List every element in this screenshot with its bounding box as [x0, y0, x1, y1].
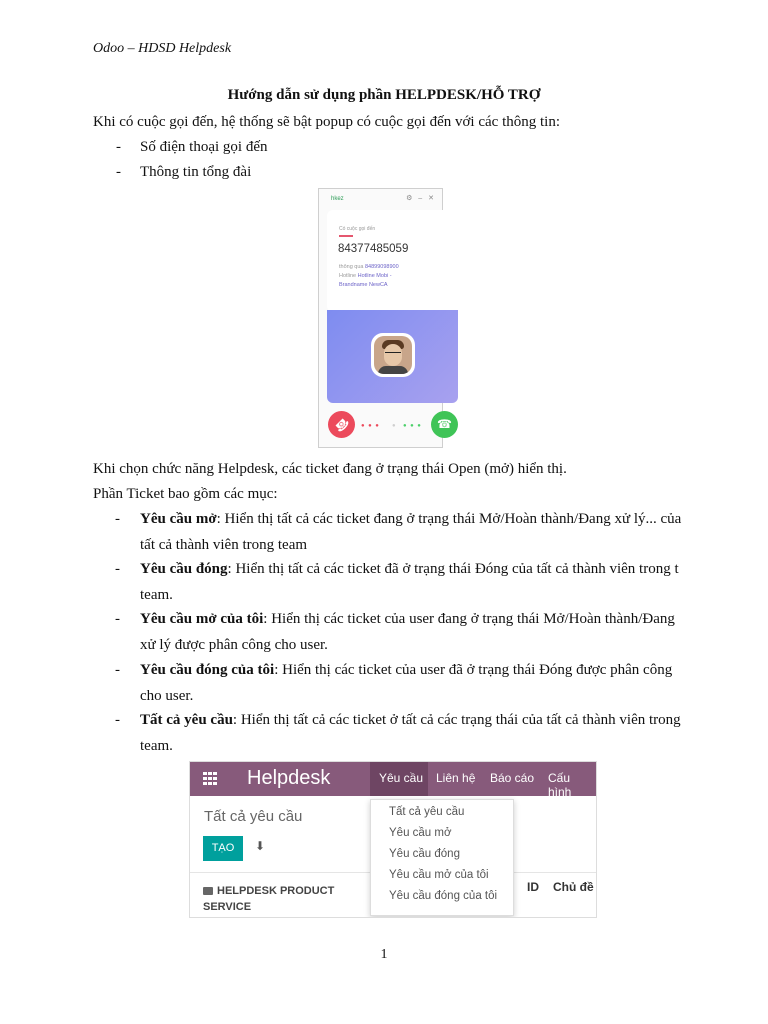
- breadcrumb: Tất cả yêu cầu: [204, 808, 303, 825]
- bullet-my-open-requests: - Yêu cầu mở của tôi: Hiển thị các ticket của user đang ở trạng thái Mở/Hoàn thành/Đang xử lý được phân công cho user.: [115, 611, 675, 653]
- menu-requests[interactable]: Yêu cầu: [379, 771, 424, 785]
- reject-call-button[interactable]: ☎: [322, 405, 360, 443]
- hotline-info: Hotline Hotline Mobi -: [339, 273, 392, 279]
- bullet-closed-requests: - Yêu cầu đóng: Hiển thị tất cả các ticket đã ở trạng thái Đóng của tất cả thành viên trong t team.: [115, 561, 679, 603]
- accept-swipe-dots-icon: ● ● ●: [403, 423, 422, 429]
- hotline-info-line2: Brandname NewCA: [339, 282, 388, 288]
- ticket-sections-paragraph: Phần Ticket bao gồm các mục:: [93, 486, 278, 502]
- bullet-open-requests: - Yêu cầu mở: Hiển thị tất cả các ticket đang ở trạng thái Mở/Hoàn thành/Đang xử lý... của tất cả thành viên trong team: [115, 511, 682, 553]
- apps-grid-icon[interactable]: [203, 772, 218, 785]
- dropdown-item-all[interactable]: Tất cả yêu cầu: [389, 806, 465, 818]
- dropdown-item-my-open[interactable]: Yêu cầu mở của tôi: [389, 869, 489, 881]
- column-subject[interactable]: Chủ đề: [553, 880, 594, 894]
- helpdesk-paragraph: Khi chọn chức năng Helpdesk, các ticket đang ở trạng thái Open (mở) hiển thị.: [93, 461, 567, 477]
- menu-contacts[interactable]: Liên hệ: [436, 771, 476, 785]
- incoming-call-label: Có cuộc gọi đến: [339, 226, 376, 232]
- popup-logo: hkez: [331, 196, 344, 202]
- incoming-call-popup: [318, 188, 452, 448]
- intro-paragraph: Khi có cuộc gọi đến, hệ thống sẽ bật popup có cuộc gọi đến với các thông tin:: [93, 114, 560, 130]
- caller-avatar: [371, 333, 415, 377]
- dropdown-item-open[interactable]: Yêu cầu mở: [389, 827, 452, 839]
- create-button[interactable]: TẠO: [203, 836, 243, 861]
- document-header: Odoo – HDSD Helpdesk: [93, 41, 232, 56]
- folder-icon: [203, 887, 213, 895]
- popup-window-controls: ⚙ ‒ ✕: [406, 195, 436, 202]
- download-icon[interactable]: ⬇: [255, 839, 266, 853]
- reject-swipe-dots-icon: ● ● ●: [361, 423, 380, 429]
- menu-reports[interactable]: Báo cáo: [490, 771, 535, 785]
- column-id[interactable]: ID: [527, 880, 539, 894]
- helpdesk-screenshot: [189, 761, 597, 918]
- bullet-all-requests: - Tất cả yêu cầu: Hiển thị tất cả các ticket ở tất cả các trạng thái của tất cả thành viên trong team.: [115, 712, 681, 754]
- label-underline: [339, 235, 353, 237]
- team-group[interactable]: HELPDESK PRODUCT SERVICE: [203, 885, 335, 913]
- center-dot-icon: ●: [392, 423, 397, 429]
- bullet-my-closed-requests: - Yêu cầu đóng của tôi: Hiển thị các ticket của user đã ở trạng thái Đóng được phân công cho user.: [115, 662, 673, 704]
- dropdown-item-my-closed[interactable]: Yêu cầu đóng của tôi: [389, 890, 498, 902]
- helpdesk-brand: Helpdesk: [247, 767, 331, 789]
- accept-call-button[interactable]: ☎: [431, 411, 458, 438]
- page-number: 1: [380, 947, 388, 962]
- requests-dropdown-menu: [370, 799, 514, 916]
- dropdown-item-closed[interactable]: Yêu cầu đóng: [389, 848, 460, 860]
- caller-number: 84377485059: [338, 243, 409, 255]
- menu-configuration[interactable]: Cấu hình: [548, 771, 572, 799]
- document-title: Hướng dẫn sử dụng phần HELPDESK/HỖ TRỢ: [227, 87, 541, 103]
- switchboard-info: thông qua 84899098900: [339, 264, 399, 270]
